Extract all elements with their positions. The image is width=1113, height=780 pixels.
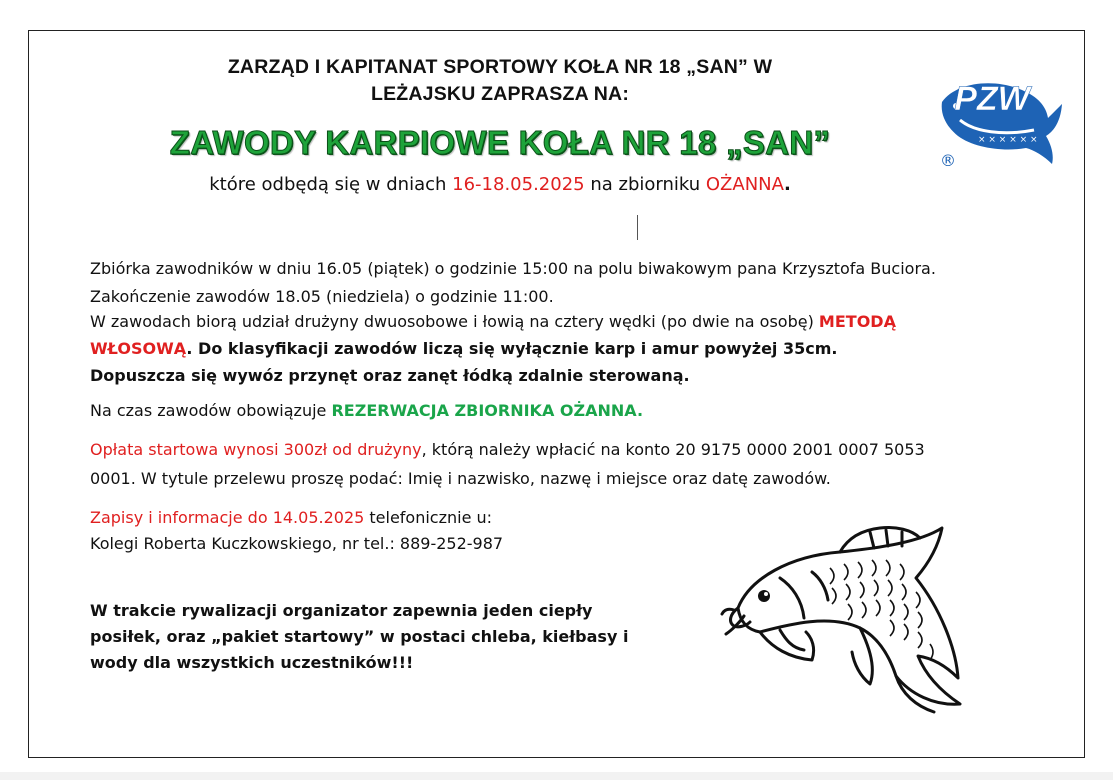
event-subtitle [0,174,1000,195]
reservation-prefix: Na czas zawodów obowiązuje [90,401,332,420]
method-label-2: WŁOSOWĄ [90,339,187,358]
reservation-line [90,399,643,424]
subtitle-suffix: . [783,174,791,195]
logo-text: PZW [954,80,1030,118]
header-line-1: ZARZĄD I KAPITANAT SPORTOWY KOŁA NR 18 „SAN” W [227,56,773,78]
classification-rule: . Do klasyfikacji zawodów liczą się wyłącznie karp i amur powyżej 35cm. [186,339,838,358]
detail-line-4 [90,337,837,362]
signup-line [90,506,492,531]
closing-line-2: posiłek, oraz „pakiet startowy” w postaci chleba, kiełbasy i [90,627,629,646]
subtitle-middle: na zbiorniku [584,174,706,195]
signup-deadline: Zapisy i informacje do 14.05.2025 [90,508,365,527]
bottom-bar [0,772,1113,780]
fee-amount: Opłata startowa wynosi 300zł od drużyny [90,440,422,459]
pzw-fish-logo-icon [934,60,1064,172]
text-cursor [637,215,638,240]
registered-mark: ® [940,151,956,170]
detail-line-1: Zbiórka zawodników w dniu 16.05 (piątek) o godzinie 15:00 na polu biwakowym pana Krzysztofa Buciora. [90,259,936,278]
reservation-notice: REZERWACJA ZBIORNIKA OŻANNA. [331,401,644,420]
method-label: METODĄ [818,312,896,331]
contact-line: Kolegi Roberta Kuczkowskiego, nr tel.: 889-252-987 [90,534,504,553]
svg-text:× × × × × ×: × × × × × × [978,135,1038,145]
detail-line-3 [90,310,896,335]
event-title: ZAWODY KARPIOWE KOŁA NR 18 „SAN” [169,124,831,161]
fee-account: , którą należy wpłacić na konto 20 9175 0000 2001 0007 5053 [421,440,925,459]
detail-line-5: Dopuszcza się wywóz przynęt oraz zanęt łódką zdalnie sterowaną. [90,366,690,385]
closing-line-1: W trakcie rywalizacji organizator zapewnia jeden ciepły [90,601,593,620]
event-place: OŻANNA [705,174,784,195]
signup-rest: telefonicznie u: [364,508,493,527]
detail-line-2: Zakończenie zawodów 18.05 (niedziela) o godzinie 11:00. [90,287,554,306]
fee-line-1 [90,438,925,463]
carp-illustration-icon [720,508,1000,718]
closing-line-3: wody dla wszystkich uczestników!!! [90,653,414,672]
header-line-2: LEŻAJSKU ZAPRASZA NA: [370,83,630,105]
fee-line-2: 0001. W tytule przelewu proszę podać: Imię i nazwisko, nazwę i miejsce oraz datę zawodów. [90,469,831,488]
detail-line-3-text: W zawodach biorą udział drużyny dwuosobowe i łowią na cztery wędki (po dwie na osobę) [90,312,819,331]
event-dates: 16-18.05.2025 [452,174,585,195]
subtitle-prefix: które odbędą się w dniach [209,174,453,195]
